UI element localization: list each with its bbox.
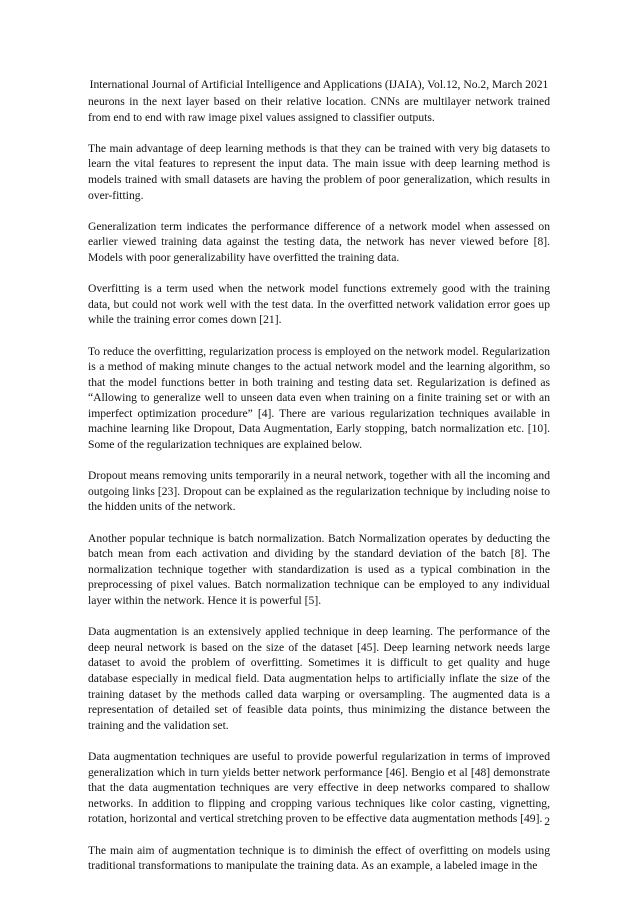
- journal-header: International Journal of Artificial Intelligence and Applications (IJAIA), Vol.12, No.2, March 2021: [89, 78, 549, 91]
- paragraph-data-augmentation: Data augmentation is an extensively applied technique in deep learning. The performance of the deep neural network is based on the size of the dataset [45]. Deep learning network needs large dataset to avoid the problem of overfitting. Sometimes it is difficult to get quality and huge database especially in medical field. Data augmentation helps to artificially inflate the size of the training dataset by the methods called data warping or oversampling. The augmented data is a representation of detailed set of feasible data points, thus minimizing the distance between the training and the validation set.: [88, 625, 550, 732]
- paragraph-generalization: Generalization term indicates the performance difference of a network model when assessed on earlier viewed training data against the testing data, the network has never viewed before [8]. Models with poor generalizability have overfitted the training data.: [88, 219, 550, 264]
- paragraph-overfitting: Overfitting is a term used when the network model functions extremely good with the training data, but could not work well with the test data. In the overfitted network validation error goes up while the training error comes down [21].: [88, 282, 550, 327]
- paragraph-dropout: Dropout means removing units temporarily in a neural network, together with all the incoming and outgoing links [23]. Dropout can be explained as the regularization technique by including noise to the hidden units of the network.: [88, 469, 550, 514]
- paragraph-cnn-layers: neurons in the next layer based on their relative location. CNNs are multilayer network trained from end to end with raw image pixel values assigned to classifier outputs.: [88, 95, 550, 124]
- paragraph-batch-normalization: Another popular technique is batch normalization. Batch Normalization operates by deducting the batch mean from each activation and dividing by the standard deviation of the batch [8]. The normalization technique together with standardization is used as a typical combination in the preprocessing of pixel values. Batch normalization technique can be employed to any individual layer within the network. Hence it is powerful [5].: [88, 531, 550, 607]
- paragraph-regularization: To reduce the overfitting, regularization process is employed on the network model. Regularization is a method of making minute changes to the actual network model and the learning algorithm, so that the model functions better in both training and testing data set. Regularization is defined as “Allowing to generalize well to unseen data even when training on a finite training set or with an imperfect optimization procedure” [4]. There are various regularization techniques available in machine learning like Dropout, Data Augmentation, Early stopping, batch normalization etc. [10]. Some of the regularization techniques are explained below.: [88, 344, 550, 452]
- paragraph-augmentation-aim: The main aim of augmentation technique is to diminish the effect of overfitting on models using traditional transformations to manipulate the training data. As an example, a labeled image in the: [88, 843, 550, 873]
- paragraph-deep-learning-advantage: The main advantage of deep learning methods is that they can be trained with very big datasets to learn the vital features to represent the input data. The main issue with deep learning method is models trained with small datasets are having the problem of poor generalization, which results in over-fitting.: [88, 141, 550, 202]
- paragraph-augmentation-techniques: Data augmentation techniques are useful to provide powerful regularization in terms of improved generalization which in turn yields better network performance [46]. Bengio et al [48] demonstrate that the data augmentation techniques are very effective in deep networks compared to shallow networks. In addition to flipping and cropping various techniques like color casting, vignetting, rotation, horizontal and vertical stretching proven to be effective data augmentation methods [49].: [88, 749, 550, 826]
- page-number: 2: [544, 815, 550, 828]
- article-body: [88, 94, 550, 874]
